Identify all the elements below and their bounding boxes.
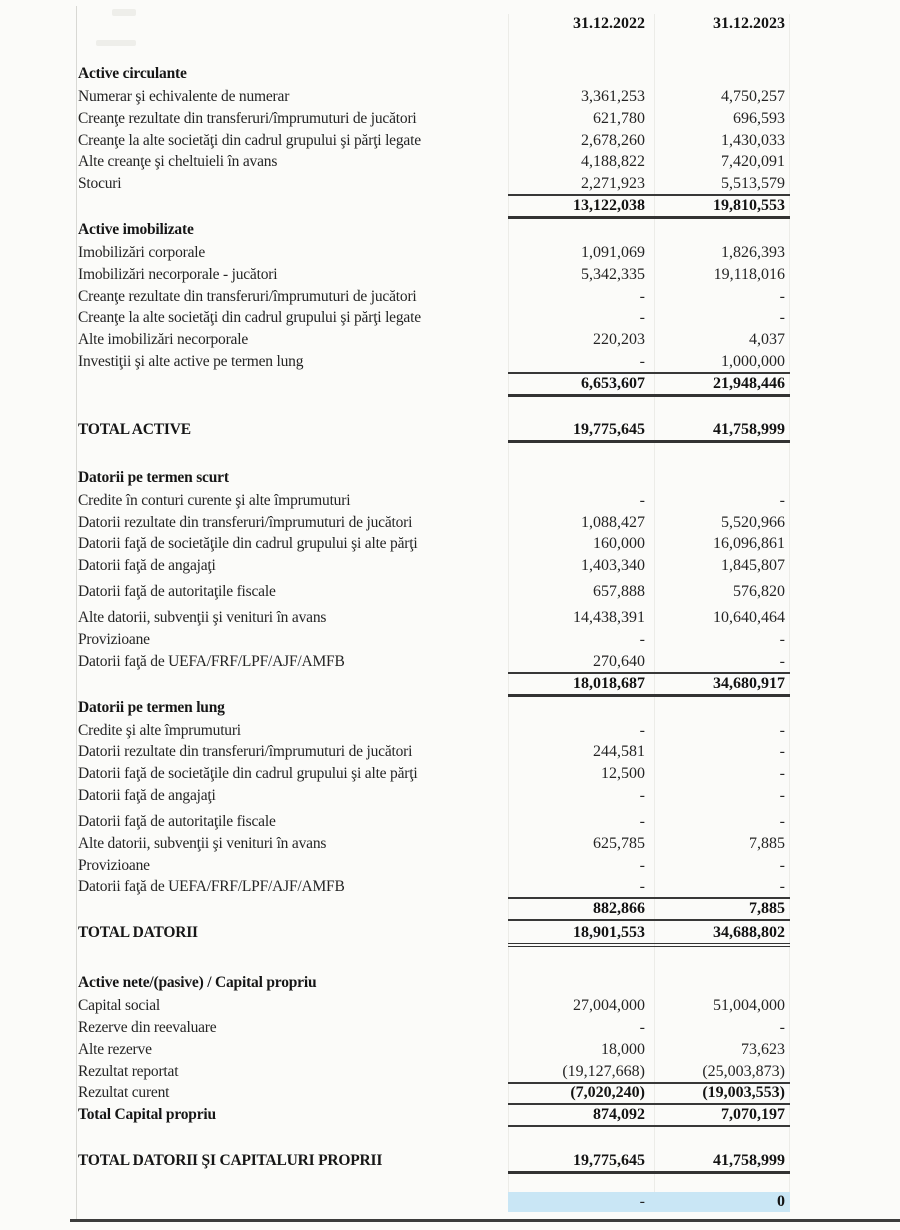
row-values [508, 1192, 790, 1212]
value-2022: 2,678,260 [581, 131, 645, 149]
table-rows [78, 64, 790, 1216]
value-2023: 7,420,091 [721, 153, 785, 171]
row-label: Creanţe la alte societăţi din cadrul grupului şi părţi legate [78, 131, 421, 149]
row-values [508, 742, 790, 762]
row-values [508, 812, 790, 832]
value-2023: 7,885 [749, 834, 785, 852]
table-row [78, 308, 790, 330]
value-2022: 12,500 [601, 765, 645, 783]
row-label: Alte rezerve [78, 1040, 152, 1058]
row-values [508, 330, 790, 350]
value-2022: 5,342,335 [581, 265, 645, 283]
value-2023: 19,118,016 [713, 265, 785, 283]
section-row [78, 973, 790, 996]
value-2022: 18,000 [601, 1040, 645, 1058]
row-values [508, 152, 790, 172]
table-row [78, 87, 790, 109]
page-bottom-rule [70, 1219, 900, 1222]
subtotal-row [78, 196, 790, 220]
table-row [78, 534, 790, 556]
value-2022: - [639, 309, 645, 327]
value-2022: 220,203 [593, 331, 645, 349]
value-2023: 696,593 [733, 109, 785, 127]
value-2022: 882,866 [593, 900, 645, 918]
row-label: Credite şi alte împrumuturi [78, 721, 241, 739]
value-2022: 621,780 [593, 109, 645, 127]
row-label: Datorii rezultate din transferuri/împrumuturi de jucători [78, 743, 413, 761]
row-label: Datorii faţă de autoritaţile fiscale [78, 812, 276, 830]
value-2022: - [639, 352, 645, 370]
row-values [508, 786, 790, 806]
table-row [78, 742, 790, 764]
value-2023: - [779, 878, 785, 896]
row-values [508, 513, 790, 533]
spacer-row [78, 446, 790, 468]
value-2023: 21,948,446 [713, 374, 785, 392]
row-label: Datorii faţă de UEFA/FRF/LPF/AJF/AMFB [78, 878, 345, 896]
row-values [508, 608, 790, 628]
table-row [78, 996, 790, 1018]
row-values [508, 131, 790, 151]
row-values [508, 196, 790, 219]
row-label: Creanţe rezultate din transferuri/împrumuturi de jucători [78, 287, 417, 305]
row-label: TOTAL ACTIVE [78, 420, 191, 438]
value-2022: 18,901,553 [573, 924, 645, 942]
row-label: Credite în conturi curente şi alte împrumuturi [78, 491, 351, 509]
value-2023: - [779, 1018, 785, 1036]
spacer-row [78, 949, 790, 973]
row-values [508, 556, 790, 576]
row-label: Datorii pe termen scurt [78, 468, 229, 486]
row-values [508, 87, 790, 107]
row-label: Stocuri [78, 175, 122, 193]
value-2022: - [639, 786, 645, 804]
page-left-rule [76, 6, 77, 1220]
row-values [508, 352, 790, 374]
value-2022: - [639, 878, 645, 896]
value-2022: - [639, 491, 645, 509]
value-2022: 6,653,607 [581, 374, 645, 392]
spacer-row [78, 1129, 790, 1151]
value-2023: - [779, 765, 785, 783]
value-2023: 34,680,917 [713, 674, 785, 692]
table-row [78, 652, 790, 674]
value-2022: 657,888 [593, 583, 645, 601]
row-values [508, 834, 790, 854]
value-2022: - [639, 856, 645, 874]
row-values [508, 899, 790, 921]
table-row [78, 1018, 790, 1040]
value-2022: 1,088,427 [581, 513, 645, 531]
row-label: Capital social [78, 997, 160, 1015]
row-label: Datorii rezultate din transferuri/împrumuturi de jucători [78, 513, 413, 531]
value-2022: 19,775,645 [573, 420, 645, 438]
table-row [78, 109, 790, 131]
subtotal-row [78, 374, 790, 398]
value-2022: 2,271,923 [581, 175, 645, 193]
value-2022: 625,785 [593, 834, 645, 852]
table-row [78, 877, 790, 899]
value-2023: 41,758,999 [713, 1152, 785, 1170]
table-row [78, 721, 790, 743]
value-2022: 3,361,253 [581, 88, 645, 105]
total-row [78, 923, 790, 949]
row-values [508, 491, 790, 511]
row-label: Datorii faţă de autoritaţile fiscale [78, 583, 276, 601]
spacer-row [78, 1178, 790, 1192]
section-row [78, 468, 790, 491]
table-row [78, 834, 790, 856]
value-2023: 4,037 [749, 331, 785, 349]
row-values [508, 923, 790, 947]
value-2022: 874,092 [593, 1106, 645, 1124]
row-values [508, 856, 790, 876]
table-row [78, 265, 790, 287]
header-values [508, 14, 790, 34]
value-2023: 1,845,807 [721, 557, 785, 575]
table-row [78, 1062, 790, 1084]
table-row [78, 1083, 790, 1105]
table-row [78, 491, 790, 513]
row-values [508, 1062, 790, 1084]
value-2023: 5,520,966 [721, 513, 785, 531]
row-values [508, 1151, 790, 1174]
value-2022: - [639, 630, 645, 648]
row-label: Alte datorii, subvenţii şi venituri în avans [78, 834, 327, 852]
value-2022: 4,188,822 [581, 153, 645, 171]
table-row [78, 513, 790, 535]
table-row [78, 243, 790, 265]
row-values [508, 420, 790, 443]
section-row [78, 698, 790, 721]
value-2023: - [779, 309, 785, 327]
table-row [78, 764, 790, 786]
value-2023: 51,004,000 [713, 997, 785, 1015]
value-2023: 4,750,257 [721, 88, 785, 105]
value-2023: 41,758,999 [713, 420, 785, 438]
row-values [508, 996, 790, 1016]
table-row [78, 174, 790, 196]
value-2023: 7,885 [749, 900, 785, 918]
table-row [78, 608, 790, 630]
row-label: Active circulante [78, 65, 187, 82]
table-row [78, 812, 790, 834]
value-2023: 0 [777, 1193, 785, 1211]
value-2022: 160,000 [593, 535, 645, 553]
value-2022: 19,775,645 [573, 1152, 645, 1170]
row-label: Creanţe rezultate din transferuri/împrumuturi de jucători [78, 109, 417, 127]
value-2023: - [779, 630, 785, 648]
row-label: Provizioane [78, 856, 150, 874]
value-2023: 19,810,553 [713, 196, 785, 214]
section-row [78, 220, 790, 243]
table-row [78, 152, 790, 174]
row-label: Alte datorii, subvenţii şi venituri în avans [78, 609, 327, 627]
value-2022: (7,020,240) [570, 1084, 645, 1102]
row-values [508, 534, 790, 554]
row-label: Total Capital propriu [78, 1106, 216, 1124]
value-2023: (25,003,873) [702, 1062, 785, 1080]
value-2023: - [779, 812, 785, 830]
spacer-row [78, 398, 790, 420]
value-2022: 244,581 [593, 743, 645, 761]
value-2023: 10,640,464 [713, 609, 785, 627]
row-values [508, 764, 790, 784]
row-label: Imobilizări necorporale - jucători [78, 265, 278, 283]
value-2022: 18,018,687 [573, 674, 645, 692]
row-label: Rezerve din reevaluare [78, 1018, 217, 1036]
subtotal-row [78, 899, 790, 923]
row-label: Creanţe la alte societăţi din cadrul grupului şi părţi legate [78, 309, 421, 327]
row-values [508, 1040, 790, 1060]
value-2023: 1,000,000 [721, 352, 785, 370]
value-2022: - [639, 721, 645, 739]
row-values [508, 243, 790, 263]
row-label: Rezultat curent [78, 1084, 170, 1102]
value-2023: - [779, 287, 785, 305]
table-row [78, 556, 790, 582]
subtotal-row [78, 674, 790, 698]
value-2022: 14,438,391 [573, 609, 645, 627]
value-2022: - [639, 1018, 645, 1036]
table-row [78, 352, 790, 374]
column-headers-row [78, 14, 790, 40]
row-values [508, 674, 790, 697]
row-label: Datorii pe termen lung [78, 698, 225, 716]
row-values [508, 721, 790, 741]
value-2022: - [639, 287, 645, 305]
total-row [78, 1151, 790, 1178]
row-label: Datorii faţă de angajaţi [78, 557, 216, 575]
table-row [78, 630, 790, 652]
value-2023: 73,623 [741, 1040, 785, 1058]
row-values [508, 265, 790, 285]
row-label: Active nete/(pasive) / Capital propriu [78, 974, 317, 992]
value-2023: (19,003,553) [702, 1084, 785, 1102]
value-2023: 16,096,861 [713, 535, 785, 553]
row-label: Investiţii şi alte active pe termen lung [78, 352, 304, 370]
row-values [508, 374, 790, 397]
table-row [78, 330, 790, 352]
column-header-2022: 31.12.2022 [573, 15, 645, 32]
value-2023: - [779, 786, 785, 804]
value-2023: - [779, 721, 785, 739]
value-2022: 270,640 [593, 652, 645, 670]
value-2023: 5,513,579 [721, 175, 785, 193]
table-row [78, 131, 790, 153]
value-2022: 1,403,340 [581, 557, 645, 575]
value-2023: 1,826,393 [721, 243, 785, 261]
row-label: Alte creanţe şi cheltuieli în avans [78, 153, 278, 171]
value-2022: 27,004,000 [573, 997, 645, 1015]
row-values [508, 652, 790, 674]
table-row [78, 287, 790, 309]
value-2023: - [779, 743, 785, 761]
table-row [78, 1040, 790, 1062]
total-row [78, 420, 790, 446]
value-2022: 13,122,038 [573, 196, 645, 214]
value-2023: 7,070,197 [721, 1106, 785, 1124]
value-2023: - [779, 856, 785, 874]
row-label: Alte imobilizări necorporale [78, 331, 248, 349]
row-values [508, 308, 790, 328]
value-2022: - [639, 812, 645, 830]
row-label: Rezultat reportat [78, 1062, 179, 1080]
section-row [78, 64, 790, 87]
highlight-row [78, 1192, 790, 1216]
table-row [78, 786, 790, 812]
row-values [508, 287, 790, 307]
value-2023: 34,688,802 [713, 924, 785, 942]
table-row [78, 856, 790, 878]
value-2022: 1,091,069 [581, 243, 645, 261]
row-label: TOTAL DATORII [78, 924, 198, 942]
value-2022: (19,127,668) [562, 1062, 645, 1080]
row-label: Datorii faţă de UEFA/FRF/LPF/AJF/AMFB [78, 652, 345, 670]
row-label: Datorii faţă de societăţile din cadrul grupului şi alte părţi [78, 765, 418, 783]
total-row [78, 1105, 790, 1129]
row-values [508, 1083, 790, 1105]
row-values [508, 1105, 790, 1127]
balance-sheet-table [78, 14, 790, 1216]
row-label: Imobilizări corporale [78, 243, 206, 261]
value-2023: 1,430,033 [721, 131, 785, 149]
row-label: TOTAL DATORII ŞI CAPITALURI PROPRII [78, 1152, 383, 1170]
value-2023: - [779, 491, 785, 509]
row-values [508, 877, 790, 899]
row-label: Active imobilizate [78, 220, 194, 238]
row-values [508, 109, 790, 129]
value-2023: 576,820 [733, 583, 785, 601]
column-header-2023: 31.12.2023 [713, 15, 785, 32]
row-label: Numerar şi echivalente de numerar [78, 88, 290, 105]
row-values [508, 174, 790, 196]
value-2023: - [779, 652, 785, 670]
row-values [508, 582, 790, 602]
row-label: Datorii faţă de angajaţi [78, 786, 216, 804]
value-2022: - [639, 1193, 645, 1211]
row-label: Datorii faţă de societăţile din cadrul grupului şi alte părţi [78, 535, 418, 553]
row-label: Provizioane [78, 630, 150, 648]
row-values [508, 1018, 790, 1038]
row-values [508, 630, 790, 650]
table-row [78, 582, 790, 608]
